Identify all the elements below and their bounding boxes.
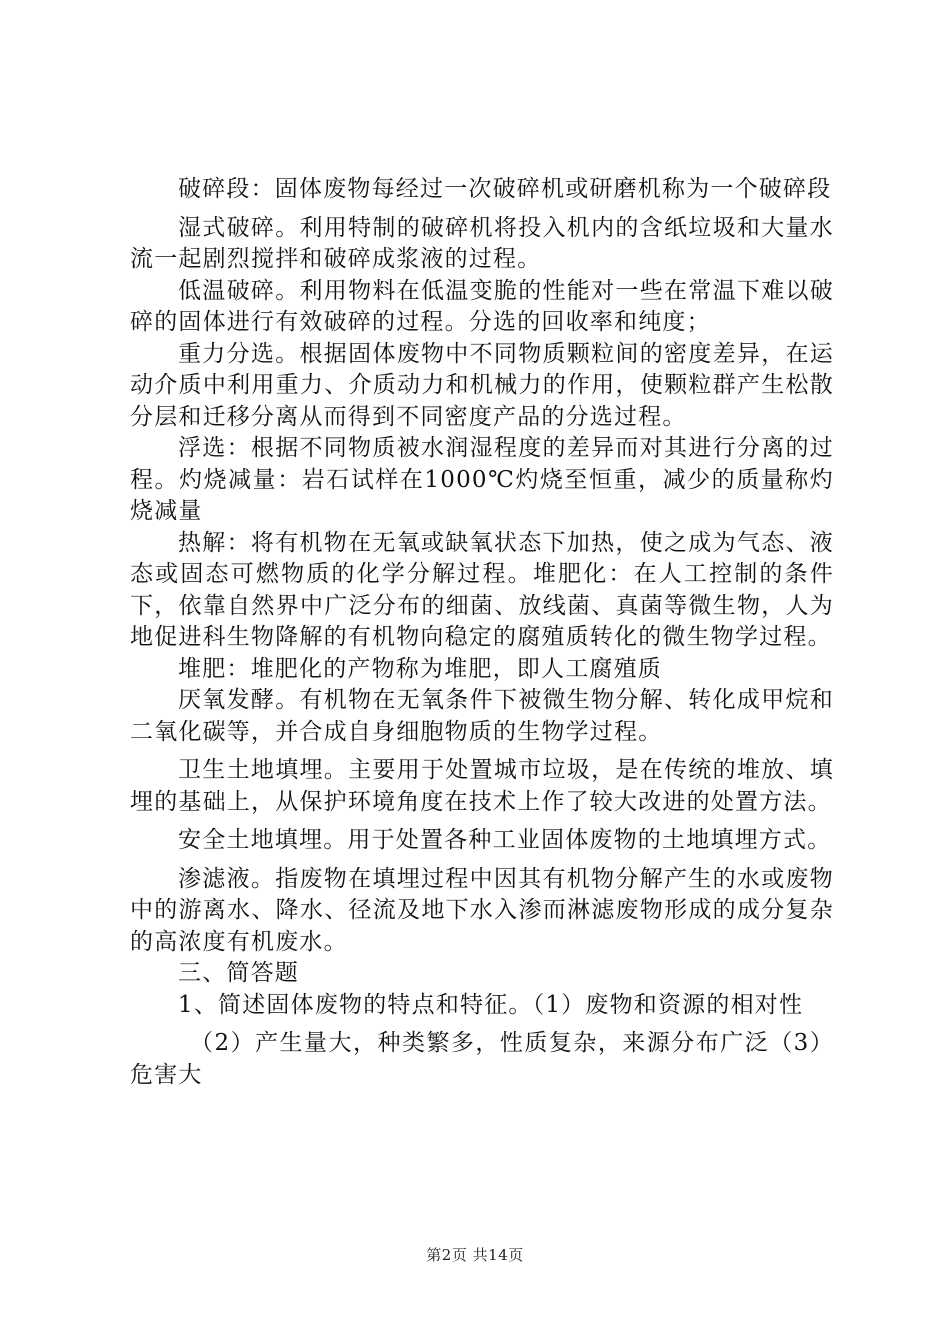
paragraph-crushing-stage: 破碎段：固体废物每经过一次破碎机或研磨机称为一个破碎段 — [178, 176, 832, 202]
paragraph-sanitary-landfill: 卫生土地填埋。主要用于处置城市垃圾，是在传统的堆放、填埋的基础上，从保护环境角度在技术上作了较大改进的处置方法。 — [130, 757, 834, 815]
page-footer: 第2页 共14页 — [426, 1246, 524, 1264]
paragraph-low-temp-crushing: 低温破碎。利用物料在低温变脆的性能对一些在常温下难以破碎的固体进行有效破碎的过程。分选的回收率和纯度； — [130, 277, 834, 335]
paragraph-flotation: 浮选：根据不同物质被水润湿程度的差异而对其进行分离的过程。灼烧减量：岩石试样在1000℃灼烧至恒重，减少的质量称灼烧减量 — [130, 435, 834, 524]
paragraph-gravity-separation: 重力分选。根据固体废物中不同物质颗粒间的密度差异，在运动介质中利用重力、介质动力和机械力的作用，使颗粒群产生松散分层和迁移分离从而得到不同密度产品的分选过程。 — [130, 340, 834, 430]
paragraph-question-1-continued: （2）产生量大，种类繁多，性质复杂，来源分布广泛（3）危害大 — [130, 1030, 834, 1088]
document-body — [130, 174, 834, 1091]
paragraph-secure-landfill: 安全土地填埋。用于处置各种工业固体废物的土地填埋方式。 — [178, 827, 832, 853]
paragraph-leachate: 渗滤液。指废物在填埋过程中因其有机物分解产生的水或废物中的游离水、降水、径流及地下水入渗而淋滤废物形成的成分复杂的高浓度有机废水。 — [130, 865, 834, 955]
paragraph-pyrolysis: 热解：将有机物在无氧或缺氧状态下加热，使之成为气态、液态或固态可燃物质的化学分解过程。堆肥化：在人工控制的条件下，依靠自然界中广泛分布的细菌、放线菌、真菌等微生物，人为地促进科生物降解的有机物向稳定的腐殖质转化的微生物学过程。 — [130, 529, 834, 650]
paragraph-wet-crushing: 湿式破碎。利用特制的破碎机将投入机内的含纸垃圾和大量水流一起剧烈搅拌和破碎成浆液的过程。 — [130, 214, 834, 272]
paragraph-question-1: 1、简述固体废物的特点和特征。（1）废物和资源的相对性 — [178, 991, 804, 1018]
paragraph-anaerobic: 厌氧发酵。有机物在无氧条件下被微生物分解、转化成甲烷和二氧化碳等，并合成自身细胞物质的生物学过程。 — [130, 687, 834, 745]
paragraph-compost: 堆肥：堆肥化的产物称为堆肥，即人工腐殖质 — [178, 655, 662, 682]
section-heading-short-answer: 三、简答题 — [178, 960, 299, 986]
